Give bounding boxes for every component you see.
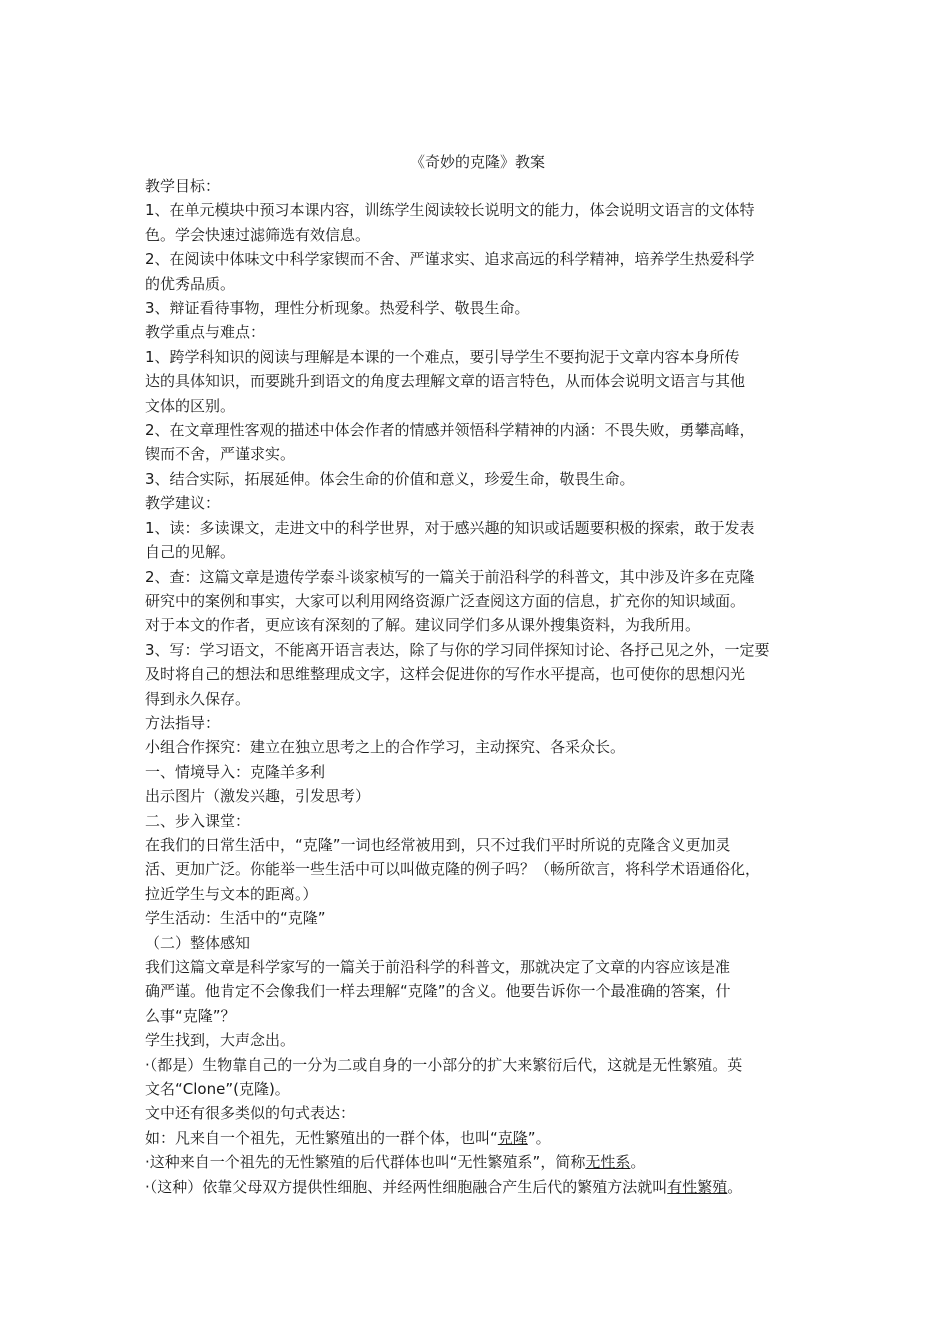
document-body bbox=[145, 174, 810, 1126]
example-line-asexual-line bbox=[145, 1150, 810, 1174]
example-line-clone bbox=[145, 1126, 810, 1150]
text-line: 3、结合实际，拓展延伸。体会生命的价值和意义，珍爱生命，敬畏生命。 bbox=[145, 469, 635, 488]
text-line: 1、读：多读课文，走进文中的科学世界，对于感兴趣的知识或话题要积极的探索，敢于发表 bbox=[145, 518, 755, 537]
text-line: 学生找到，大声念出。 bbox=[145, 1031, 296, 1050]
example-text: ”。 bbox=[527, 1128, 551, 1147]
text-line: 2、查：这篇文章是遗传学泰斗谈家桢写的一篇关于前沿科学的科普文，其中涉及许多在克隆 bbox=[145, 567, 755, 586]
text-line: 锲而不舍，严谨求实。 bbox=[145, 445, 296, 464]
text-line: 学生活动：生活中的“克隆” bbox=[145, 909, 326, 928]
text-line: 3、写：学习语文，不能离开语言表达，除了与你的学习同伴探知讨论、各抒己见之外，一定要 bbox=[145, 640, 770, 659]
text-line: 色。学会快速过滤筛选有效信息。 bbox=[145, 225, 371, 244]
text-line: （二）整体感知 bbox=[145, 933, 251, 952]
text-line: 确严谨。他肯定不会像我们一样去理解“克隆”的含义。他要告诉你一个最准确的答案，什 bbox=[145, 982, 731, 1001]
underlined-term: 克隆 bbox=[497, 1128, 528, 1147]
text-line: 文体的区别。 bbox=[145, 396, 236, 415]
text-line: 方法指导： bbox=[145, 713, 221, 732]
text-line: 么事“克隆”？ bbox=[145, 1006, 236, 1025]
text-line: 文中还有很多类似的句式表达： bbox=[145, 1104, 356, 1123]
document-title: 《奇妙的克隆》教案 bbox=[409, 153, 545, 171]
example-text: 如：凡来自一个祖先，无性繁殖出的一群个体，也叫“ bbox=[145, 1128, 498, 1147]
text-line: 2、在文章理性客观的描述中体会作者的情感并领悟科学精神的内涵：不畏失败，勇攀高峰， bbox=[145, 421, 755, 440]
text-line: ·（都是）生物靠自己的一分为二或自身的一小部分的扩大来繁衍后代，这就是无性繁殖。英 bbox=[145, 1055, 743, 1074]
example-text: ·这种来自一个祖先的无性繁殖的后代群体也叫“无性繁殖系”，简称 bbox=[145, 1153, 586, 1172]
text-line: 对于本文的作者，更应该有深刻的了解。建议同学们多从课外搜集资料，为我所用。 bbox=[145, 616, 701, 635]
text-line: 拉近学生与文本的距离。） bbox=[145, 884, 318, 903]
text-line: 研究中的案例和事实，大家可以利用网络资源广泛查阅这方面的信息，扩充你的知识域面。 bbox=[145, 591, 746, 610]
text-line: 教学重点与难点： bbox=[145, 323, 266, 342]
text-line: 2、在阅读中体味文中科学家锲而不舍、严谨求实、追求高远的科学精神，培养学生热爱科学 bbox=[145, 250, 755, 269]
text-line: 小组合作探究：建立在独立思考之上的合作学习，主动探究、各采众长。 bbox=[145, 738, 626, 757]
text-line: 的优秀品质。 bbox=[145, 274, 236, 293]
text-line: 我们这篇文章是科学家写的一篇关于前沿科学的科普文，那就决定了文章的内容应该是准 bbox=[145, 958, 731, 976]
text-line: 教学目标： bbox=[145, 177, 221, 195]
example-line-sexual-reproduction bbox=[145, 1175, 810, 1199]
example-text: ·（这种）依靠父母双方提供性细胞、并经两性细胞融合产生后代的繁殖方法就叫 bbox=[145, 1177, 668, 1196]
document-page bbox=[145, 150, 810, 1199]
text-line: 出示图片（激发兴趣，引发思考） bbox=[145, 787, 371, 806]
underlined-term: 无性系 bbox=[585, 1153, 631, 1172]
text-line: 活、更加广泛。你能举一些生活中可以叫做克隆的例子吗？（畅所欲言，将科学术语通俗化， bbox=[145, 860, 761, 879]
text-line: 自己的见解。 bbox=[145, 543, 236, 562]
text-line: 一、情境导入：克隆羊多利 bbox=[145, 762, 326, 781]
text-line: 得到永久保存。 bbox=[145, 689, 251, 708]
text-line: 在我们的日常生活中，“克隆”一词也经常被用到，只不过我们平时所说的克隆含义更加灵 bbox=[145, 835, 731, 854]
underlined-term: 有性繁殖 bbox=[667, 1177, 728, 1196]
example-text: 。 bbox=[727, 1177, 743, 1196]
text-line: 3、辩证看待事物，理性分析现象。热爱科学、敬畏生命。 bbox=[145, 299, 530, 318]
text-line: 1、在单元模块中预习本课内容，训练学生阅读较长说明文的能力，体会说明文语言的文体特 bbox=[145, 201, 755, 220]
text-line: 教学建议： bbox=[145, 494, 221, 513]
text-line: 二、步入课堂： bbox=[145, 811, 251, 830]
text-line: 文名“Clone”(克隆)。 bbox=[145, 1080, 290, 1099]
example-text: 。 bbox=[630, 1153, 646, 1172]
text-line: 达的具体知识，而要跳升到语文的角度去理解文章的语言特色，从而体会说明文语言与其他 bbox=[145, 372, 746, 391]
text-line: 1、跨学科知识的阅读与理解是本课的一个难点，要引导学生不要拘泥于文章内容本身所传 bbox=[145, 347, 740, 366]
text-line: 及时将自己的想法和思维整理成文字，这样会促进你的写作水平提高，也可使你的思想闪光 bbox=[145, 665, 746, 684]
